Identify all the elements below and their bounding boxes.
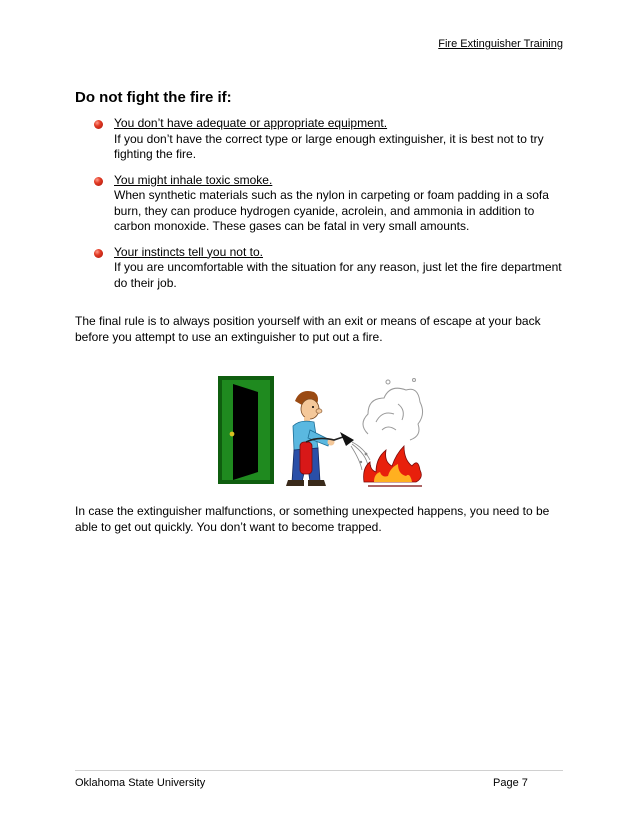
smoke-cloud-icon [363, 379, 423, 441]
footer-divider [75, 770, 563, 771]
red-bullet-icon [94, 249, 103, 258]
bullet-body: If you don’t have the correct type or large enough extinguisher, it is best not to try fighting the fire. [114, 131, 544, 161]
bullet-title: You don’t have adequate or appropriate equipment. [114, 116, 388, 130]
flame-icon [364, 446, 422, 486]
red-bullet-icon [94, 177, 103, 186]
bullet-title: Your instincts tell you not to. [114, 244, 263, 259]
footer-page-number: Page 7 [493, 777, 528, 789]
final-rule-paragraph: The final rule is to always position yourself with an exit or means of escape at your back before you attempt to use an extinguisher to put out a fire. [75, 314, 541, 344]
bullet-title: You might inhale toxic smoke. [114, 172, 273, 187]
bullet-list [93, 116, 563, 301]
list-item [93, 173, 563, 235]
section-heading: Do not fight the fire if: [75, 89, 232, 106]
malfunction-paragraph: In case the extinguisher malfunctions, or something unexpected happens, you need to be able to get out quickly. You don’t want to become trapped. [75, 504, 550, 534]
exit-door-icon [218, 376, 274, 484]
footer-organization: Oklahoma State University [75, 777, 206, 789]
person-extinguishing-fire-near-exit-door-illustration [218, 374, 426, 494]
bullet-body: If you are uncomfortable with the situation for any reason, just let the fire department do their job. [114, 260, 562, 290]
header-title: Fire Extinguisher Training [438, 38, 563, 50]
red-bullet-icon [94, 120, 103, 129]
list-item [93, 245, 563, 292]
bullet-body: When synthetic materials such as the nylon in carpeting or foam padding in a sofa burn, they can produce hydrogen cyanide, acrolein, and ammonia in addition to carbon monoxide. These gases can be fatal in very small amounts. [114, 188, 549, 233]
list-item [93, 116, 563, 163]
